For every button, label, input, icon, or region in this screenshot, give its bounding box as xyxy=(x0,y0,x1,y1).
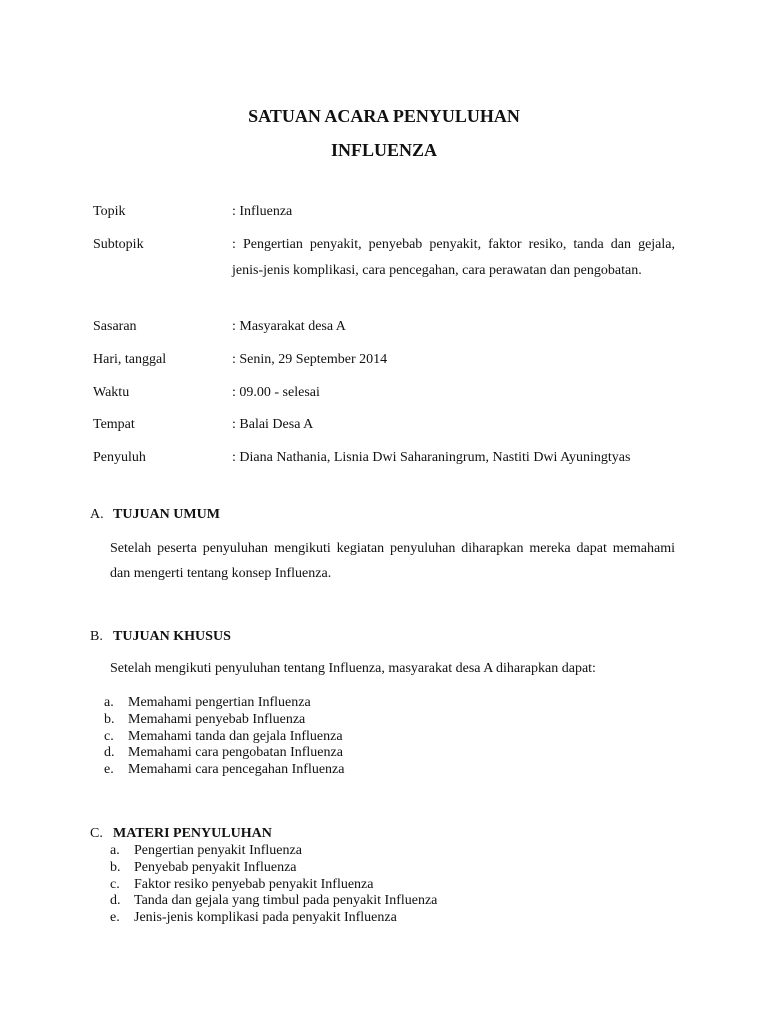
list-item: Pengertian penyakit Influenza xyxy=(134,843,302,858)
list-marker: a. xyxy=(104,695,114,710)
info-value-penyuluh: : Diana Nathania, Lisnia Dwi Saharaningrum, Nastiti Dwi Ayuningtyas xyxy=(232,450,631,465)
list-marker: e. xyxy=(104,762,114,778)
section-a-heading: TUJUAN UMUM xyxy=(113,507,220,522)
section-b-letter: B. xyxy=(90,629,103,644)
list-item: Tanda dan gejala yang timbul pada penyakit Influenza xyxy=(134,893,438,909)
info-label-tempat: Tempat xyxy=(93,417,135,432)
info-label-waktu: Waktu xyxy=(93,385,130,400)
list-marker: d. xyxy=(110,893,121,909)
section-b-text: Setelah mengikuti penyuluhan tentang Influenza, masyarakat desa A diharapkan dapat: xyxy=(110,661,596,676)
info-value-waktu: : 09.00 - selesai xyxy=(232,385,320,400)
list-item: Memahami penyebab Influenza xyxy=(128,711,306,727)
section-a-text: Setelah peserta penyuluhan mengikuti kegiatan penyuluhan diharapkan mereka dapat memahami dan mengerti tentang konsep Influenza. xyxy=(110,541,675,581)
document-subtitle: INFLUENZA xyxy=(330,140,437,160)
info-value-tempat: : Balai Desa A xyxy=(232,417,314,432)
info-label-penyuluh: Penyuluh xyxy=(93,450,146,465)
list-marker: c. xyxy=(110,876,120,892)
list-item: Penyebab penyakit Influenza xyxy=(134,859,297,875)
section-a-letter: A. xyxy=(90,507,104,522)
info-value-hari: : Senin, 29 September 2014 xyxy=(232,352,388,367)
section-b-heading: TUJUAN KHUSUS xyxy=(113,629,231,644)
list-marker: c. xyxy=(104,728,114,744)
info-label-sasaran: Sasaran xyxy=(93,319,137,334)
info-value-topik: : Influenza xyxy=(232,204,293,219)
info-label-topik: Topik xyxy=(93,204,126,219)
info-value-sasaran: : Masyarakat desa A xyxy=(232,319,346,334)
list-item: Memahami tanda dan gejala Influenza xyxy=(128,728,343,744)
list-item: Memahami cara pencegahan Influenza xyxy=(128,762,345,778)
list-marker: b. xyxy=(104,711,115,727)
list-item: Faktor resiko penyebab penyakit Influenza xyxy=(134,876,374,892)
list-marker: b. xyxy=(110,859,121,875)
info-value-subtopik: : Pengertian penyakit, penyebab penyakit, faktor resiko, tanda dan gejala, jenis-jenis komplikasi, cara pencegahan, cara perawatan dan pengobatan. xyxy=(232,237,675,278)
document-title: SATUAN ACARA PENYULUHAN xyxy=(248,106,520,126)
section-c-heading: MATERI PENYULUHAN xyxy=(113,826,272,841)
section-c-letter: C. xyxy=(90,826,103,841)
list-marker: a. xyxy=(110,843,120,858)
info-label-hari: Hari, tanggal xyxy=(93,352,167,367)
list-item: Jenis-jenis komplikasi pada penyakit Influenza xyxy=(134,910,397,926)
list-marker: e. xyxy=(110,910,120,926)
list-item: Memahami pengertian Influenza xyxy=(128,695,311,710)
info-label-subtopik: Subtopik xyxy=(93,237,144,252)
list-marker: d. xyxy=(104,745,115,761)
list-item: Memahami cara pengobatan Influenza xyxy=(128,745,343,761)
